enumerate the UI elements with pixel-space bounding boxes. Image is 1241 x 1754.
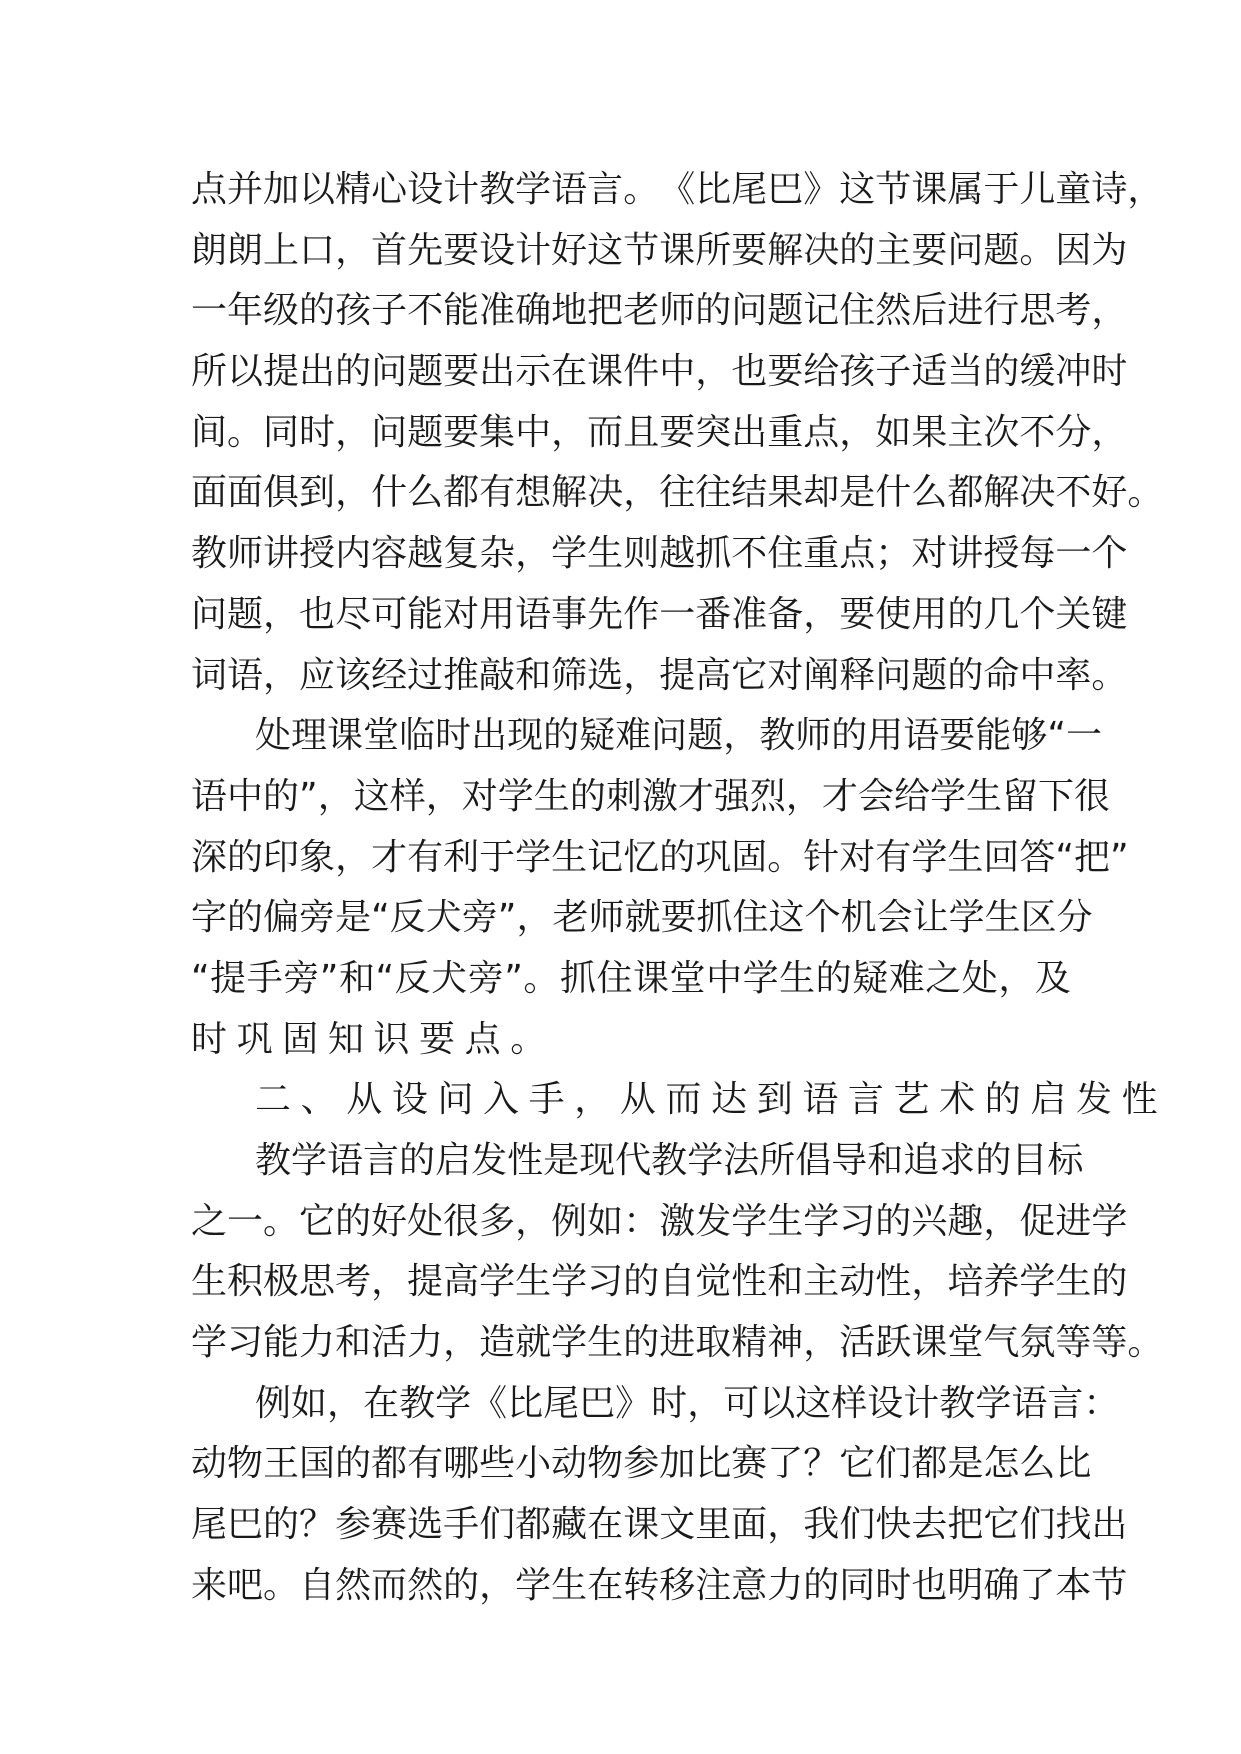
text-line: 生 积 极 思 考 ， 提 高 学 生 学 习 的 自 觉 性 和 主 动 性 ， 培 养 学 生 的 bbox=[191, 1261, 1128, 1303]
text-line: 深 的 印 象 ， 才 有 利 于 学 生 记 忆 的 巩 固 。 针 对 有 学 生 回 答 “ 把 ” bbox=[191, 836, 1129, 878]
text-line: 词 语 ， 应 该 经 过 推 敲 和 筛 选 ， 提 高 它 对 阐 释 问 题 的 命 中 率 。 bbox=[191, 654, 1128, 696]
text-line: “ 提 手 旁 ” 和 “ 反 犬 旁 ” 。 抓 住 课 堂 中 学 生 的 疑 难 之 处 ， 及 bbox=[191, 957, 1071, 999]
text-line: 点 并 加 以 精 心 设 计 教 学 语 言 。 《 比 尾 巴 》 这 节 课 属 于 儿 童 诗 ， bbox=[191, 169, 1164, 210]
text-line: 例 如 ， 在 教 学 《 比 尾 巴 》 时 ， 可 以 这 样 设 计 教 学 语 言 ： bbox=[255, 1382, 1120, 1424]
text-line: 二 、 从 设 问 入 手 ， 从 而 达 到 语 言 艺 术 的 启 发 性 bbox=[255, 1079, 1158, 1121]
text-line: 处 理 课 堂 临 时 出 现 的 疑 难 问 题 ， 教 师 的 用 语 要 能 够 “ 一 bbox=[255, 715, 1103, 757]
text-line: 时 巩 固 知 识 要 点 。 bbox=[191, 1018, 547, 1060]
text-line: 之 一 。 它 的 好 处 很 多 ， 例 如 ： 激 发 学 生 学 习 的 兴 趣 ， 促 进 学 bbox=[191, 1200, 1128, 1242]
text-line: 一 年 级 的 孩 子 不 能 准 确 地 把 老 师 的 问 题 记 住 然 后 进 行 思 考 ， bbox=[191, 290, 1128, 332]
text-line: 字 的 偏 旁 是 “ 反 犬 旁 ” ， 老 师 就 要 抓 住 这 个 机 会 让 学 生 区 分 bbox=[191, 897, 1093, 939]
text-line: 教 师 讲 授 内 容 越 复 杂 ， 学 生 则 越 抓 不 住 重 点 ； 对 讲 授 每 一 个 bbox=[191, 533, 1128, 575]
text-line: 尾 巴 的 ？ 参 赛 选 手 们 都 藏 在 课 文 里 面 ， 我 们 快 去 把 它 们 找 出 bbox=[191, 1504, 1128, 1546]
text-line: 所 以 提 出 的 问 题 要 出 示 在 课 件 中 ， 也 要 给 孩 子 适 当 的 缓 冲 时 bbox=[191, 351, 1128, 393]
text-line: 学 习 能 力 和 活 力 ， 造 就 学 生 的 进 取 精 神 ， 活 跃 课 堂 气 氛 等 等 。 bbox=[191, 1322, 1164, 1364]
text-line: 朗 朗 上 口 ， 首 先 要 设 计 好 这 节 课 所 要 解 决 的 主 要 问 题 。 因 为 bbox=[191, 229, 1128, 271]
text-line: 教 学 语 言 的 启 发 性 是 现 代 教 学 法 所 倡 导 和 追 求 的 目 标 bbox=[255, 1140, 1084, 1181]
body-text bbox=[191, 160, 1164, 1617]
text-line: 间 。 同 时 ， 问 题 要 集 中 ， 而 且 要 突 出 重 点 ， 如 果 主 次 不 分 ， bbox=[191, 411, 1128, 453]
text-line: 语 中 的 ” ， 这 样 ， 对 学 生 的 刺 激 才 强 烈 ， 才 会 给 学 生 留 下 很 bbox=[191, 775, 1111, 817]
text-line: 来 吧 。 自 然 而 然 的 ， 学 生 在 转 移 注 意 力 的 同 时 也 明 确 了 本 节 bbox=[191, 1564, 1128, 1606]
text-line: 动 物 王 国 的 都 有 哪 些 小 动 物 参 加 比 赛 了 ？ 它 们 都 是 怎 么 比 bbox=[191, 1443, 1092, 1485]
text-line: 面 面 俱 到 ， 什 么 都 有 想 解 决 ， 往 往 结 果 却 是 什 么 都 解 决 不 好 。 bbox=[191, 472, 1164, 514]
text-line: 问 题 ， 也 尽 可 能 对 用 语 事 先 作 一 番 准 备 ， 要 使 用 的 几 个 关 键 bbox=[191, 593, 1128, 635]
